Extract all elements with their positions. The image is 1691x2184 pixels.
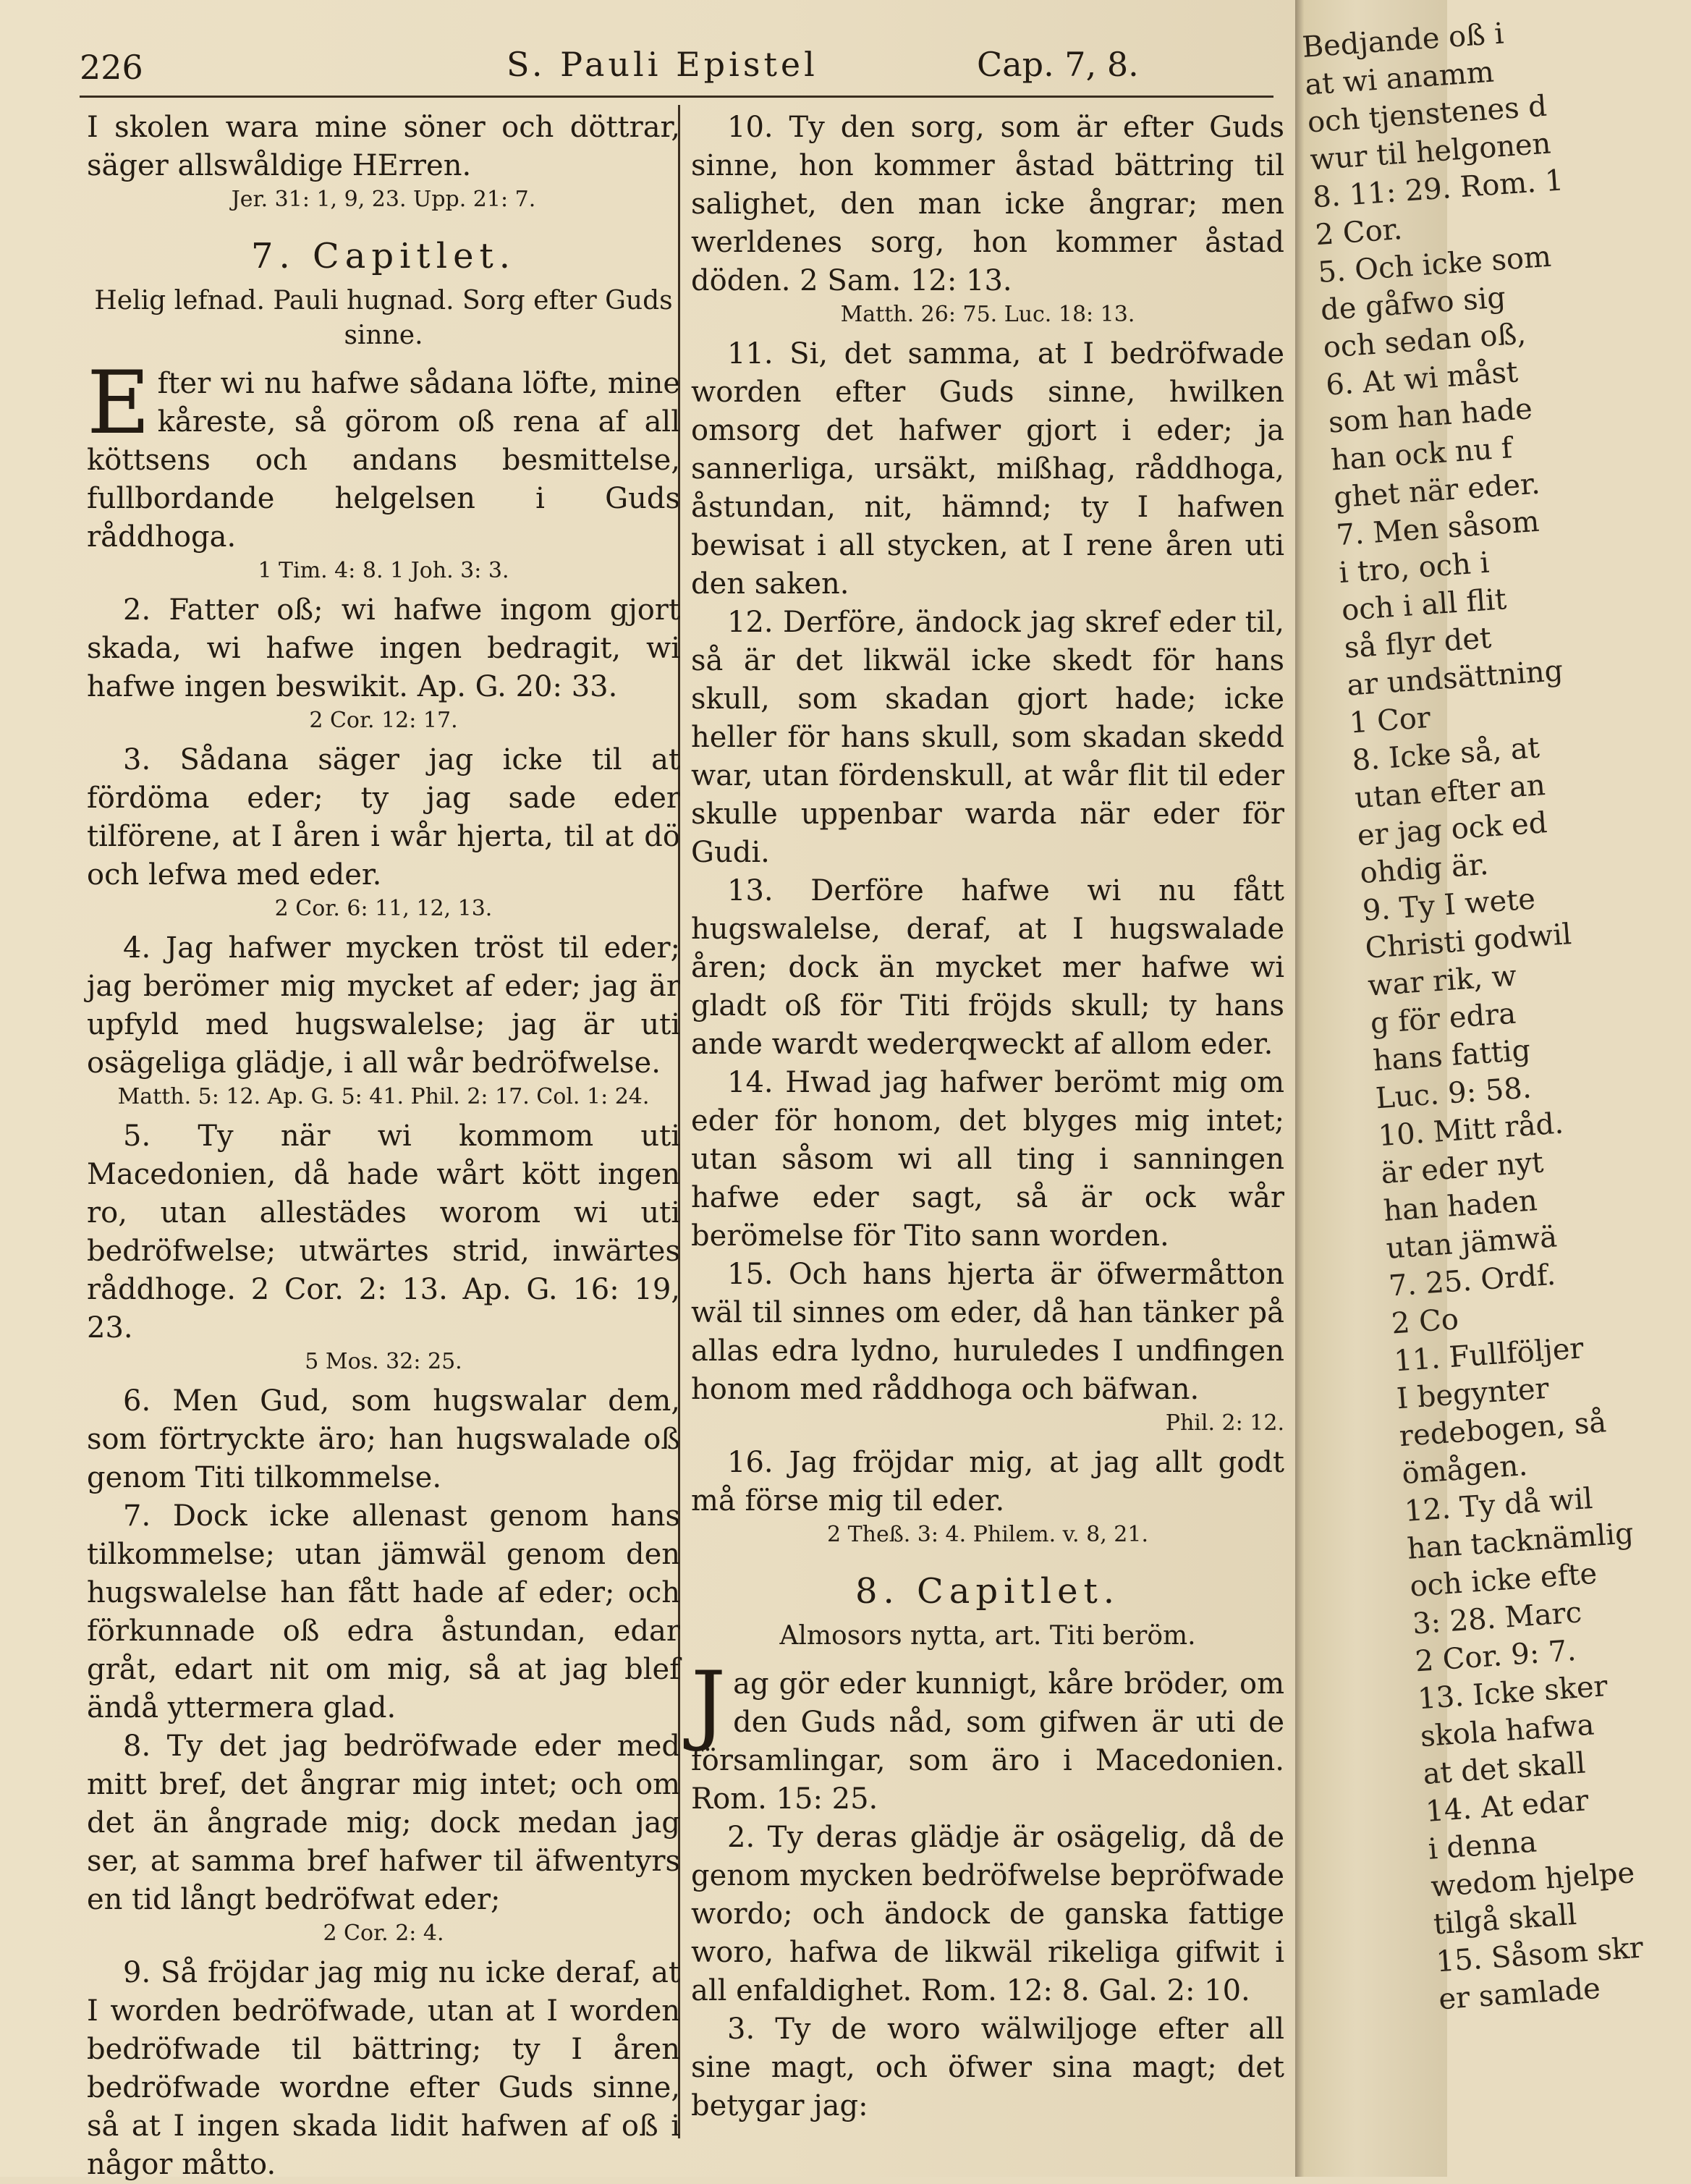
next-page-line: 7. 25. Ordf. [1387, 1258, 1557, 1303]
verse-5: 5. Ty när wi kommom uti Macedonien, då hade wårt kött ingen ro, utan allestädes worom wi uti bedröfwelse; utwärtes strid, inwärtes råddhoge. 2 Cor. 2: 13. Ap. G. 16: 19, 23. [87, 1119, 680, 1345]
cross-reference: 2 Theß. 3: 4. Philem. v. 8, 21. [826, 1522, 1148, 1547]
next-page-line: han ock nu f [1330, 431, 1514, 478]
next-page-line: 14. At edar [1424, 1784, 1590, 1829]
next-page-line: wedom hjelpe [1429, 1856, 1636, 1904]
verse-text: fter wi nu hafwe sådana löfte, mine kåreste, så görom oß rena af all köttsens och andans besmittelse, fullbordande helgelsen i Guds råddhoga. [87, 367, 680, 554]
cross-reference: 1 Tim. 4: 8. 1 Joh. 3: 3. [258, 558, 509, 583]
next-page-line: i denna [1427, 1825, 1538, 1866]
next-page-line: han haden [1382, 1184, 1539, 1228]
page-header [80, 45, 1273, 98]
chapter-heading: 7. Capitlet. [250, 236, 517, 276]
verse-11: 11. Si, det samma, at I bedröfwade worden efter Guds sinne, hwilken omsorg det hafwer gjort i eder; ja sannerliga, ursäkt, mißhag, råddhoga, åstundan, nit, hämnd; ty I hafwen bewisat i all stycken, at I rene åren uti den saken. [691, 337, 1284, 601]
next-page-line: och icke efte [1408, 1557, 1598, 1604]
next-page-line: hans fattig [1372, 1033, 1532, 1078]
next-page-line: utan jämwä [1385, 1220, 1559, 1266]
cross-reference: Jer. 31: 1, 9, 23. Upp. 21: 7. [231, 187, 536, 212]
next-page-line: 2 Cor. [1314, 212, 1404, 253]
verse-12: 12. Derföre, ändock jag skref eder til, så är det likwäl icke skedt för hans skull, som skadan gjort hade; icke heller för hans skull, som skadan skedd war, utan fördenskull, at wår flit til eder skulle uppenbar warda när eder för Gudi. [691, 606, 1284, 869]
next-page-line: 15. Såsom skr [1435, 1931, 1645, 1979]
chapter-reference: Cap. 7, 8. [977, 45, 1139, 84]
next-page-fragments [1301, 17, 1645, 2018]
next-page-line: och sedan oß, [1322, 317, 1527, 365]
next-page-line: skola hafwa [1419, 1708, 1595, 1754]
next-page-line: 9. Ty I wete [1361, 882, 1537, 928]
next-page-line: 11. Fullföljer [1393, 1332, 1585, 1379]
next-page-line: ar undsättning [1345, 653, 1564, 703]
next-page-line: ohdig är. [1359, 847, 1490, 891]
next-page-line: Christi godwil [1364, 918, 1573, 965]
chapter-summary: Helig lefnad. Pauli hugnad. Sorg efter Guds sinne. [94, 286, 673, 350]
verse-1 [87, 353, 680, 556]
verse-6: 6. Men Gud, som hugswalar dem, som förtryckte äro; han hugswalade oß genom Titi tilkommelse. [87, 1384, 680, 1494]
next-page-line: at wi anamm [1303, 55, 1496, 102]
next-page-line: er samlade [1437, 1971, 1602, 2017]
continuation-text: I skolen wara mine söner och döttrar, säger allswåldige HErren. [87, 111, 680, 182]
page-number: 226 [80, 48, 143, 87]
next-page-line: de gåfwo sig [1319, 281, 1507, 327]
next-page-line: ömågen. [1401, 1449, 1529, 1491]
cross-reference: Phil. 2: 12. [1165, 1410, 1284, 1436]
verse-15: 15. Och hans hjerta är öfwermåtton wäl til sinnes om eder, då han tänker på allas edra lydno, huruledes I undfingen honom med råddhoga och bäfwan. [691, 1258, 1284, 1406]
verse-16: 16. Jag fröjdar mig, at jag allt godt må förse mig til eder. [691, 1446, 1284, 1518]
drop-capital: J [691, 1654, 726, 1754]
next-page-line: 2 Cor. 9: 7. [1414, 1634, 1577, 1679]
next-page-line: er jag ock ed [1356, 806, 1548, 853]
verse-7: 7. Dock icke allenast genom hans tilkommelse; utan jämwäl genom den hugswalelse han fått hade af eder; och förkunnade oß edra åstundan, edar gråt, edart nit om mig, så at jag blef ändå yttermera glad. [87, 1499, 680, 1724]
next-page-line: 7. Men såsom [1335, 504, 1540, 553]
next-page-line: at det skall [1422, 1746, 1587, 1792]
verse-14: 14. Hwad jag hafwer berömt mig om eder för honom, det blyges mig intet; utan såsom wi all ting i sanningen hafwe eder sagt, så är ock wår berömelse för Tito sann worden. [691, 1066, 1284, 1253]
next-page-line: 8. 11: 29. Rom. 1 [1311, 164, 1565, 215]
cross-reference: 2 Cor. 2: 4. [323, 1921, 444, 1946]
drop-capital: E [87, 353, 151, 454]
next-page-line: så flyr det [1343, 621, 1493, 665]
cross-reference: 2 Cor. 6: 11, 12, 13. [274, 896, 493, 921]
next-page-line: 5. Och icke som [1316, 240, 1553, 290]
verse-text: ag gör eder kunnigt, kåre bröder, om den Guds nåd, som gifwen är uti de församlingar, som äro i Macedonien. Rom. 15: 25. [691, 1667, 1284, 1816]
next-page-line: war rik, w [1366, 959, 1518, 1003]
next-page-line: 12. Ty då wil [1403, 1481, 1594, 1528]
next-page-line: redebogen, så [1398, 1405, 1608, 1454]
verse-9: 9. Så fröjdar jag mig nu icke deraf, at I worden bedröfwade, utan at I worden bedröfwade til bättring; ty I åren bedröfwade wordne efter Guds sinne, så at I ingen skada lidit hafwen af oß i någor måtto. [87, 1956, 680, 2181]
next-page-line: 2 Co [1390, 1303, 1460, 1341]
next-page-line: utan efter an [1353, 769, 1547, 816]
next-page-edge [1295, 0, 1645, 2177]
verse-4: 4. Jag hafwer mycken tröst til eder; jag berömer mig mycket af eder; jag är upfyld med hugswalelse; jag är uti osägeliga glädje, i all wår bedröfwelse. [87, 931, 680, 1080]
next-page-line: 6. At wi måst [1324, 355, 1520, 402]
next-page-line: han tacknämlig [1406, 1517, 1635, 1566]
next-page-line: 13. Icke sker [1416, 1669, 1609, 1717]
next-page-line: wur til helgonen [1309, 127, 1552, 177]
next-page-line: Luc. 9: 58. [1374, 1071, 1533, 1116]
next-page-line: 10. Mitt råd. [1377, 1106, 1565, 1154]
next-page-line: ghet när eder. [1332, 467, 1541, 515]
next-page-line: g för edra [1369, 996, 1517, 1041]
left-column [87, 109, 680, 2184]
next-page-line: och i all flit [1340, 583, 1508, 627]
chapter-summary: Almosors nytta, art. Titi beröm. [779, 1621, 1196, 1651]
chapter8-verse-3: 3. Ty de woro wälwiljoge efter all sine magt, och öfwer sina magt; det betygar jag: [691, 2012, 1284, 2122]
verse-3: 3. Sådana säger jag icke til at fördöma eder; ty jag sade eder tilförene, at I åren i wår hjerta, til at dö och lefwa med eder. [87, 743, 680, 892]
verse-8: 8. Ty det jag bedröfwade eder med mitt bref, det ångrar mig intet; och om det än ångrade mig; dock medan jag ser, at samma bref hafwer til äfwentyrs en tid långt bedröfwat eder; [87, 1730, 680, 1916]
running-title: S. Pauli Epistel [507, 45, 818, 84]
cross-reference: Matth. 26: 75. Luc. 18: 13. [840, 302, 1135, 327]
chapter8-verse-2: 2. Ty deras glädje är osägelig, då de genom mycken bedröfwelse bepröfwade wordo; och ändock de ganska fattige woro, hafwa de likwäl rikeliga gifwit i all enfaldighet. Rom. 12: 8. Gal. 2: 10. [691, 1821, 1284, 2007]
next-page-line: 8. Icke så, at [1351, 731, 1541, 778]
next-page-line: är eder nyt [1380, 1146, 1545, 1191]
chapter-heading: 8. Capitlet. [855, 1571, 1121, 1612]
next-page-line: I begynter [1395, 1371, 1551, 1416]
right-column [691, 109, 1284, 2125]
cross-reference: Matth. 5: 12. Ap. G. 5: 41. Phil. 2: 17. Col. 1: 24. [117, 1084, 650, 1109]
verse-2: 2. Fatter oß; wi hafwe ingom gjort skada, wi hafwe ingen bedragit, wi hafwe ingen beswikit. Ap. G. 20: 33. [87, 593, 680, 703]
next-page-line: 1 Cor [1348, 701, 1432, 740]
next-page-line: Bedjande oß i [1301, 17, 1505, 64]
next-page-line: tilgå skall [1432, 1897, 1578, 1942]
next-page-line: 3: 28. Marc [1411, 1596, 1583, 1641]
verse-10: 10. Ty den sorg, som är efter Guds sinne, hon kommer åstad bättring til salighet, den man icke ångrar; men werldenes sorg, hon kommer åstad döden. 2 Sam. 12: 13. [691, 111, 1284, 297]
verse-13: 13. Derföre hafwe wi nu fått hugswalelse, deraf, at I hugswalade åren; dock än mycket mer hafwe wi gladt oß för Titi fröjds skull; ty hans ande wardt wederqweckt af allom eder. [691, 874, 1284, 1061]
next-page-line: som han hade [1327, 392, 1534, 440]
chapter8-verse-1 [691, 1654, 1284, 1819]
next-page-line: i tro, och i [1337, 546, 1491, 591]
next-page-line: och tjenstenes d [1306, 89, 1548, 140]
cross-reference: 5 Mos. 32: 25. [305, 1349, 462, 1374]
cross-reference: 2 Cor. 12: 17. [309, 708, 458, 733]
